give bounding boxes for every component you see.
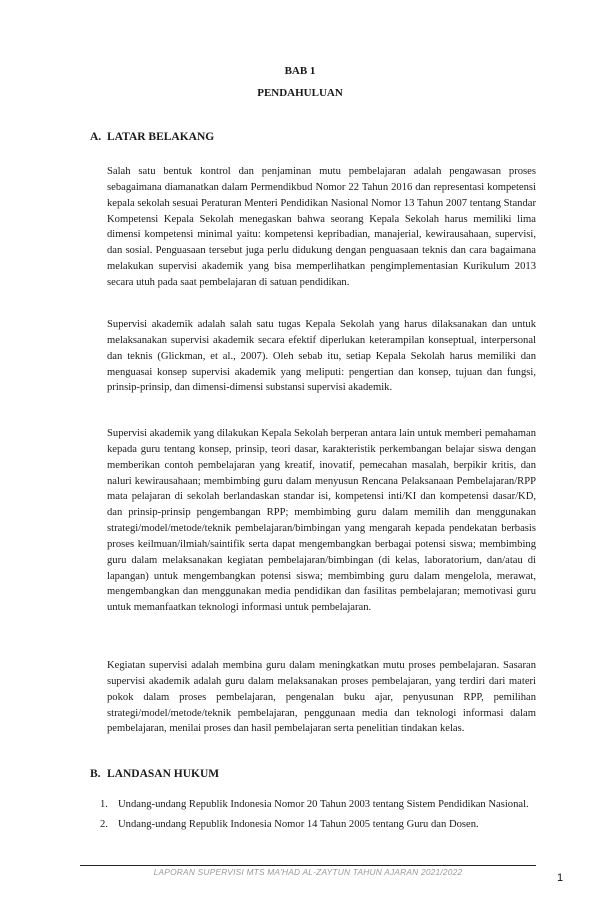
legal-basis-list — [100, 798, 536, 838]
chapter-title: PENDAHULUAN — [257, 87, 343, 99]
list-item-text: Undang-undang Republik Indonesia Nomor 14 Tahun 2005 tentang Guru dan Dosen. — [118, 819, 479, 830]
paragraph-1: Salah satu bentuk kontrol dan penjaminan mutu pembelajaran adalah pengawasan proses sebagaimana diamanatkan dalam Permendikbud Nomor 22 Tahun 2016 dan representasi kompetensi kepala sekolah sesuai Peraturan Menteri Pendidikan Nasional Nomor 13 Tahun 2007 tentang Standar Kompetensi Kepala Sekolah menegaskan bahwa seorang Kepala Sekolah harus memiliki lima dimensi kompetensi minimal yaitu: kompetensi kepribadian, manajerial, kewirausahaan, supervisi, dan sosial. Penguasaan tersebut juga perlu didukung dengan penguasaan teknis dan cara bagaimana melakukan supervisi akademik yang bisa memperlihatkan pengimplementasian Kurikulum 2013 secara utuh pada saat pembelajaran di satuan pendidikan. — [107, 166, 536, 288]
paragraph-2: Supervisi akademik adalah salah satu tugas Kepala Sekolah yang harus dilaksanakan dan untuk melaksanakan supervisi akademik secara efektif diperlukan keterampilan konseptual, interpersonal dan teknis (Glickman, et al., 2007). Oleh sebab itu, setiap Kepala Sekolah harus memiliki dan menguasai konsep supervisi akademik yang meliputi: pengertian dan konsep, tujuan dan fungsi, prinsip-prinsip, dan dimensi-dimensi substansi supervisi akademik. — [107, 319, 536, 394]
list-item-number: 2. — [100, 819, 108, 830]
section-title: LATAR BELAKANG — [107, 131, 215, 143]
list-item-text: Undang-undang Republik Indonesia Nomor 20 Tahun 2003 tentang Sistem Pendidikan Nasional. — [118, 799, 529, 810]
section-heading-latar-belakang — [90, 131, 214, 143]
section-title: LANDASAN HUKUM — [107, 768, 220, 780]
list-item-number: 1. — [100, 799, 108, 810]
footer-divider — [80, 865, 536, 866]
chapter-number: BAB 1 — [284, 65, 316, 77]
list-item — [100, 818, 536, 832]
section-letter: A. — [90, 131, 102, 143]
list-item — [100, 798, 536, 812]
paragraph-3: Supervisi akademik yang dilakukan Kepala Sekolah berperan antara lain untuk memberi pemahaman kepada guru tentang konsep, prinsip, teori dasar, karakteristik perkembangan belajar siswa dengan memberikan contoh pembelajaran yang kreatif, inovatif, pemecahan masalah, berpikir kritis, dan naluri kewirausahaan; membimbing guru dalam menyusun Rencana Pelaksanaan Pembelajaran/RPP mata pelajaran di sekolah berlandaskan standar isi, kompetensi inti/KI dan kompetensi dasar/KD, dan prinsip-prinsip pengembangan RPP; membimbing guru dalam memilih dan menggunakan strategi/model/metode/teknik pembelajaran/bimbingan yang mengarah kepada pendekatan berbasis proses keilmuan/ilmiah/saintifik serta dapat mengembangkan berbagai potensi siswa; membimbing guru dalam melaksanakan kegiatan pembelajaran/bimbingan (di kelas, laboratorium, dan/atau di lapangan) untuk mengembangkan potensi siswa; membimbing guru dalam mengelola, merawat, mengembangkan dan menggunakan media pendidikan dan fasilitas pembelajaran; memotivasi guru untuk memanfaatkan teknologi informasi untuk pembelajaran. — [107, 428, 536, 614]
page-number: 1 — [557, 872, 564, 884]
paragraph-4: Kegiatan supervisi adalah membina guru dalam meningkatkan mutu proses pembelajaran. Sasaran supervisi akademik adalah guru dalam melaksanakan proses pembelajaran, yang terdiri dari materi pokok dalam proses pembelajaran, pengenalan buku ajar, penyusunan RPP, pemilihan strategi/model/metode/teknik pembelajaran, penggunaan media dan teknologi informasi dalam pembelajaran, menilai proses dan hasil pembelajaran serta penelitian tindakan kelas. — [107, 660, 536, 735]
footer-report-title: LAPORAN SUPERVISI MTS MA'HAD AL-ZAYTUN TAHUN AJARAN 2021/2022 — [153, 867, 463, 877]
section-letter: B. — [90, 768, 101, 780]
section-heading-landasan-hukum — [90, 768, 219, 780]
